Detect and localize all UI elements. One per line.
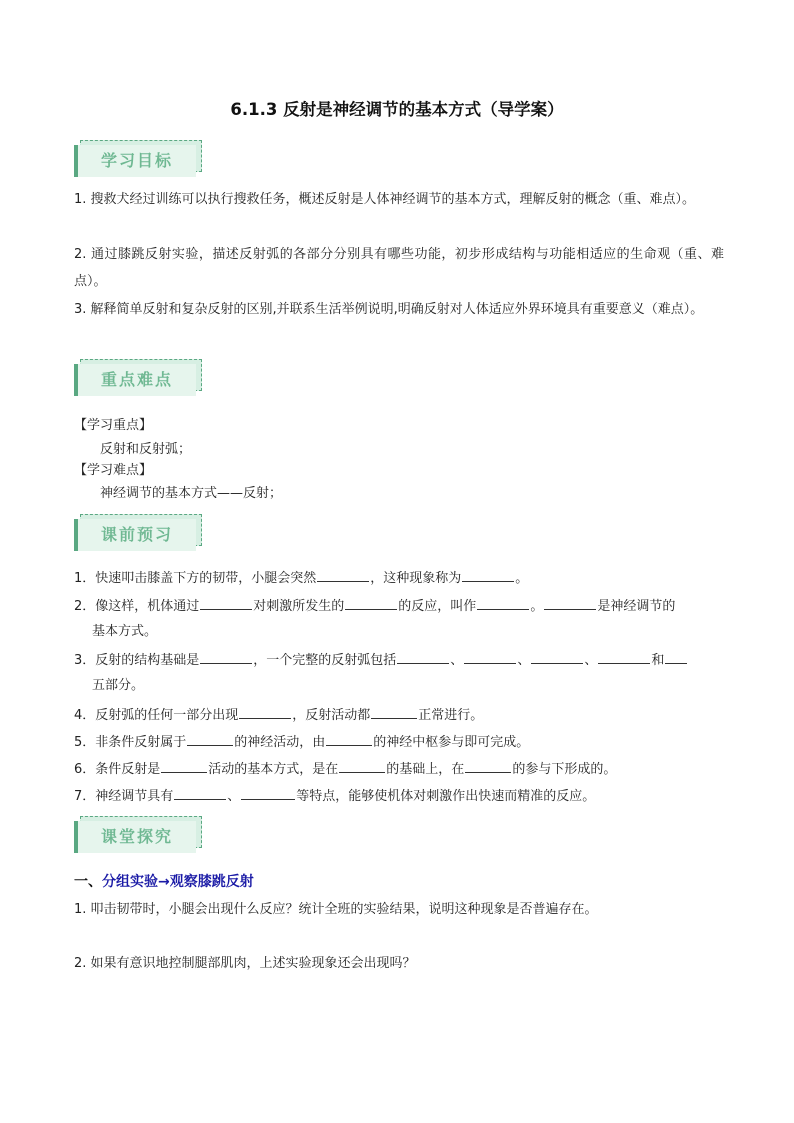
goal-item: 3. 解释简单反射和复杂反射的区别,并联系生活举例说明,明确反射对人体适应外界环境具有重要意义（难点）。	[74, 302, 704, 317]
inquiry-question-1: 1. 叩击韧带时，小腿会出现什么反应？统计全班的实验结果，说明这种现象是否普遍存在。	[74, 902, 598, 917]
answer-blank[interactable]	[465, 759, 511, 773]
answer-blank[interactable]	[187, 732, 233, 746]
focus-label: 【学习重点】	[74, 418, 153, 433]
answer-blank[interactable]	[345, 596, 397, 610]
inquiry-question-2: 2. 如果有意识地控制腿部肌肉，上述实验现象还会出现吗？	[74, 956, 416, 971]
preview-question-3: 3．反射的结构基础是 ，一个完整的反射弧包括 、 、 、 和	[74, 650, 688, 670]
section-badge-key	[74, 357, 204, 395]
answer-blank[interactable]	[200, 596, 252, 610]
difficulty-label: 【学习难点】	[74, 463, 153, 478]
preview-question-5: 5．非条件反射属于 的神经活动，由 的神经中枢参与即可完成。	[74, 732, 529, 752]
focus-text: 反射和反射弧；	[100, 442, 192, 457]
goal-item: 2. 通过膝跳反射实验，描述反射弧的各部分分别具有哪些功能，初步形成结构与功能相适应的生命观（重、难点）。	[74, 247, 724, 289]
page-title: 6.1.3 反射是神经调节的基本方式（导学案）	[230, 100, 564, 119]
answer-blank[interactable]	[239, 705, 291, 719]
difficulty-text: 神经调节的基本方式——反射；	[100, 486, 283, 501]
preview-question-4: 4．反射弧的任何一部分出现 ，反射活动都 正常进行。	[74, 705, 483, 725]
section-title: 学习目标	[100, 151, 173, 170]
section-title: 课堂探究	[100, 827, 173, 846]
preview-question-2: 2．像这样，机体通过 对刺激所发生的 的反应，叫作 。 是神经调节的	[74, 596, 675, 616]
section-title: 课前预习	[100, 525, 173, 544]
answer-blank[interactable]	[462, 568, 514, 582]
section-badge-inquiry	[74, 814, 204, 852]
goal-item: 1. 搜救犬经过训练可以执行搜救任务，概述反射是人体神经调节的基本方式，理解反射的概念（重、难点）。	[74, 192, 696, 207]
preview-question-6: 6．条件反射是 活动的基本方式，是在 的基础上，在 的参与下形成的。	[74, 759, 616, 779]
answer-blank[interactable]	[397, 650, 449, 664]
preview-question-3-cont: 五部分。	[92, 678, 145, 693]
section-badge-goals	[74, 138, 204, 176]
answer-blank[interactable]	[339, 759, 385, 773]
answer-blank[interactable]	[598, 650, 650, 664]
answer-blank[interactable]	[464, 650, 516, 664]
inquiry-heading: 一、分组实验→观察膝跳反射	[74, 874, 254, 890]
answer-blank[interactable]	[531, 650, 583, 664]
answer-blank[interactable]	[326, 732, 372, 746]
answer-blank[interactable]	[161, 759, 207, 773]
answer-blank[interactable]	[477, 596, 529, 610]
answer-blank[interactable]	[174, 786, 226, 800]
answer-blank[interactable]	[665, 650, 687, 664]
answer-blank[interactable]	[317, 568, 369, 582]
answer-blank[interactable]	[200, 650, 252, 664]
section-title: 重点难点	[100, 370, 173, 389]
preview-question-2-cont: 基本方式。	[92, 624, 158, 639]
section-badge-preview	[74, 512, 204, 550]
answer-blank[interactable]	[241, 786, 295, 800]
preview-question-1: 1．快速叩击膝盖下方的韧带，小腿会突然 ，这种现象称为 。	[74, 568, 528, 588]
answer-blank[interactable]	[371, 705, 417, 719]
answer-blank[interactable]	[544, 596, 596, 610]
preview-question-7: 7．神经调节具有 、 等特点，能够使机体对刺激作出快速而精准的反应。	[74, 786, 595, 806]
